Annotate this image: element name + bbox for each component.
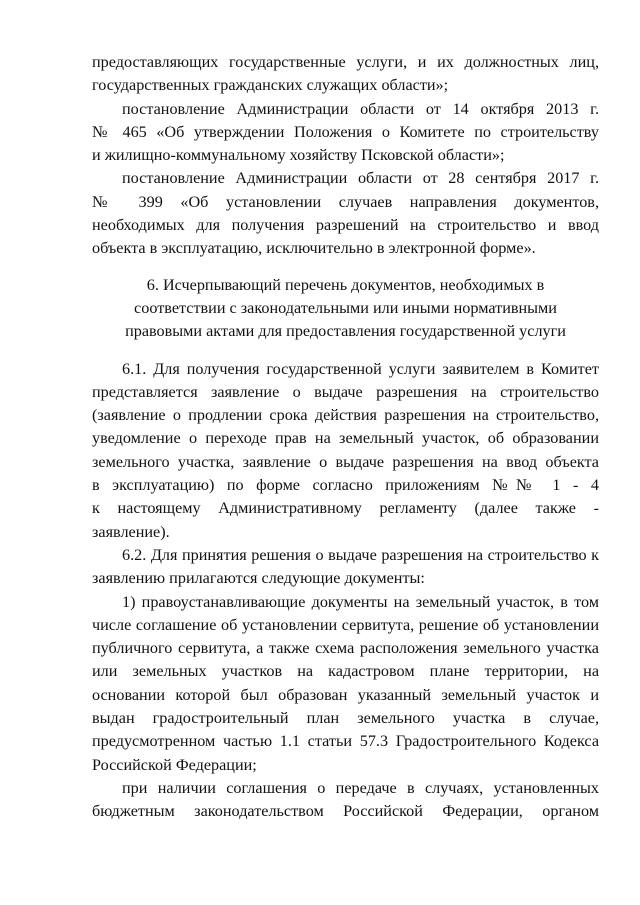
text-line: объекта в эксплуатацию, исключительно в электронной форме». xyxy=(92,239,536,258)
text-line: бюджетным законодательством Российской Федерации, органом xyxy=(92,802,599,821)
text-line: № 465 «Об утверждении Положения о Комитете по строительству xyxy=(92,122,599,141)
document-page xyxy=(92,51,599,824)
heading-line: соответствии с законодательными или иными нормативными xyxy=(134,298,557,317)
paragraph xyxy=(92,544,599,591)
text-line: заявление). xyxy=(92,522,170,541)
text-line: 6.2. Для принятия решения о выдаче разрешения на строительство к xyxy=(122,545,599,564)
text-line: основании которой был образован указанный земельный участок и xyxy=(92,685,599,704)
text-line: при наличии соглашения о передаче в случаях, установленных xyxy=(122,778,599,797)
text-line: постановление Администрации области от 14 октября 2013 г. xyxy=(122,99,599,118)
text-line: земельного участка, заявление о выдаче разрешения на ввод объекта xyxy=(92,452,599,471)
section-heading xyxy=(92,274,599,344)
text-line: предоставляющих государственные услуги, и их должностных лиц, xyxy=(92,53,599,71)
text-line: государственных гражданских служащих области»; xyxy=(92,76,449,95)
text-line: в эксплуатацию) по форме согласно приложениям №№ 1 - 4 xyxy=(92,476,599,495)
text-line: 6.1. Для получения государственной услуги заявителем в Комитет xyxy=(122,359,599,378)
text-line: представляется заявление о выдаче разрешения на строительство xyxy=(92,382,599,401)
text-line: и жилищно-коммунальному хозяйству Псковской области»; xyxy=(92,146,505,165)
text-line: постановление Администрации области от 28 сентября 2017 г. xyxy=(122,169,599,188)
spacer xyxy=(92,344,599,358)
text-line: публичного сервитута, а также схема расположения земельного участка xyxy=(92,639,599,658)
heading-line: 6. Исчерпывающий перечень документов, необходимых в xyxy=(146,275,545,294)
text-line: или земельных участков на кадастровом плане территории, на xyxy=(92,662,599,681)
text-line: предусмотренном частью 1.1 статьи 57.3 Градостроительного Кодекса xyxy=(92,732,599,751)
text-line: уведомление о переходе прав на земельный участок, об образовании xyxy=(92,429,599,448)
paragraph xyxy=(92,51,599,98)
text-line: числе соглашение об установлении сервитута, решение об установлении xyxy=(92,615,599,634)
top-paragraphs xyxy=(92,51,599,261)
text-line: выдан градостроительный план земельного участка в случае, xyxy=(92,709,599,728)
text-line: 1) правоустанавливающие документы на земельный участок, в том xyxy=(122,592,599,611)
paragraph xyxy=(92,167,599,260)
text-line: (заявление о продлении срока действия разрешения на строительство, xyxy=(92,406,599,425)
paragraph xyxy=(92,98,599,168)
text-line: № 399 «Об установлении случаев направления документов, xyxy=(92,192,599,211)
paragraph xyxy=(92,591,599,777)
text-line: к настоящему Административному регламенту (далее также - xyxy=(92,499,599,518)
text-line: заявлению прилагаются следующие документы: xyxy=(92,569,425,588)
text-line: необходимых для получения разрешений на строительство и ввод xyxy=(92,216,599,235)
paragraph xyxy=(92,358,599,544)
spacer xyxy=(92,261,599,274)
paragraph xyxy=(92,777,599,824)
text-line: Российской Федерации; xyxy=(92,755,257,774)
heading-line: правовыми актами для предоставления государственной услуги xyxy=(125,322,566,341)
body-paragraphs xyxy=(92,358,599,824)
